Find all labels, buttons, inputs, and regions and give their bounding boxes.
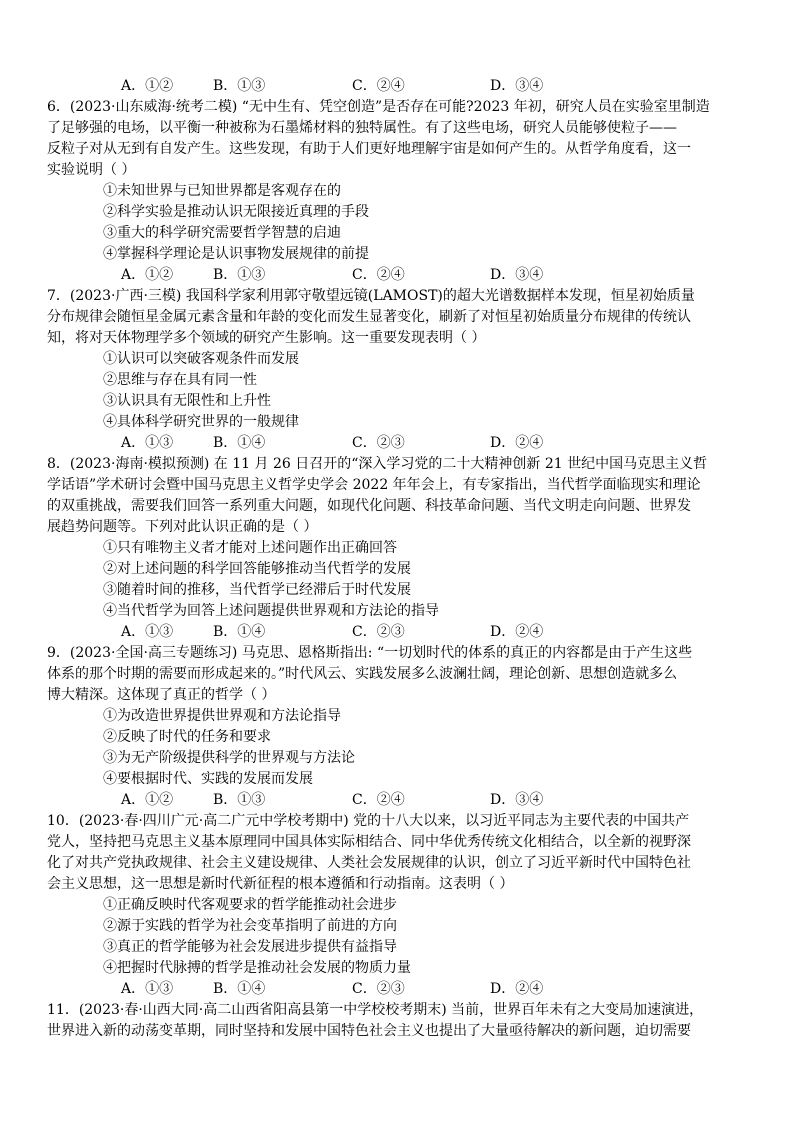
answer-options (0, 790, 794, 810)
option-c: C．②③ (352, 624, 405, 640)
question-stem-line: 知，将对天体物理学多个领域的研究产生影响。这一重要发现表明（ ） (47, 330, 486, 346)
statement-item: ①只有唯物主义者才能对上述问题作出正确回答 (103, 540, 397, 556)
statement-item: ③真正的哲学能够为社会发展进步提供有益指导 (103, 939, 397, 955)
question-stem-line: 会主义思想，这一思想是新时代新征程的根本遵循和行动指南。这表明（ ） (47, 876, 514, 892)
option-d: D．③④ (490, 792, 544, 808)
answer-options-q5 (0, 76, 794, 96)
statement-item: ②反映了时代的任务和要求 (103, 729, 271, 745)
option-b: B．①③ (213, 78, 266, 94)
statement-item: ②思维与存在具有同一性 (103, 372, 257, 388)
option-d: D．②④ (490, 981, 544, 997)
option-d: D．②④ (490, 435, 544, 451)
question-stem-line: 8．(2023·海南·模拟预测) 在 11 月 26 日召开的“深入学习党的二十大精神创新 21 世纪中国马克思主义哲 (47, 456, 708, 472)
question-stem-line: 反粒子对从无到有自发产生。这些发现，有助于人们更好地理解宇宙是如何产生的。从哲学角度看，这一 (47, 141, 691, 157)
statement-item: ③为无产阶级提供科学的世界观与方法论 (103, 750, 355, 766)
statement-item: ①为改造世界提供世界观和方法论指导 (103, 708, 341, 724)
statement-item: ④具体科学研究世界的一般规律 (103, 414, 299, 430)
option-b: B．①③ (213, 792, 266, 808)
answer-options (0, 979, 794, 999)
option-a: A．①③ (121, 624, 174, 640)
option-c: C．②④ (352, 792, 405, 808)
option-b: B．①④ (213, 435, 266, 451)
statement-item: ②对上述问题的科学回答能够推动当代哲学的发展 (103, 561, 411, 577)
question-stem-line: 6．(2023·山东威海·统考二模) “无中生有、凭空创造”是否存在可能?2023 年初，研究人员在实验室里制造 (47, 99, 710, 115)
option-a: A．①② (121, 792, 174, 808)
option-c: C．②③ (352, 435, 405, 451)
statement-item: ②科学实验是推动认识无限接近真理的手段 (103, 204, 369, 220)
question-stem-line: 体系的那个时期的需要而形成起来的。”时代风云、实践发展多么波澜壮阔，理论创新、思想创造就多么 (47, 666, 678, 682)
statement-item: ④要根据时代、实践的发展而发展 (103, 771, 313, 787)
option-d: D．③④ (490, 267, 544, 283)
statement-item: ②源于实践的哲学为社会变革指明了前进的方向 (103, 918, 397, 934)
question-stem-line: 7．(2023·广西·三模) 我国科学家利用郭守敬望远镜(LAMOST)的超大光谱数据样本发现，恒星初始质量 (47, 288, 695, 304)
question-stem-line: 了足够强的电场，以平衡一种被称为石墨烯材料的独特属性。有了这些电场，研究人员能够使粒子—— (47, 120, 677, 136)
answer-options (0, 265, 794, 285)
question-stem-line: 10．(2023·春·四川广元·高二广元中学校考期中) 党的十八大以来，以习近平同志为主要代表的中国共产 (47, 813, 690, 829)
statement-item: ④掌握科学理论是认识事物发展规律的前提 (103, 246, 369, 262)
option-a: A．①③ (121, 981, 174, 997)
statement-item: ③重大的科学研究需要哲学智慧的启迪 (103, 225, 341, 241)
option-c: C．②③ (352, 981, 405, 997)
option-b: B．①③ (213, 267, 266, 283)
option-c: C．②④ (352, 78, 405, 94)
statement-item: ③随着时间的推移，当代哲学已经滞后于时代发展 (103, 582, 411, 598)
statement-item: ①认识可以突破客观条件而发展 (103, 351, 299, 367)
question-stem-line: 世界进入新的动荡变革期，同时坚持和发展中国特色社会主义也提出了大量亟待解决的新问题，迫切需要 (47, 1023, 691, 1039)
statement-item: ④把握时代脉搏的哲学是推动社会发展的物质力量 (103, 960, 411, 976)
option-b: B．①④ (213, 624, 266, 640)
question-stem-line: 展趋势问题等。下列对此认识正确的是（ ） (47, 519, 318, 535)
statement-item: ①未知世界与已知世界都是客观存在的 (103, 183, 341, 199)
question-stem-line: 9．(2023·全国·高三专题练习) 马克思、恩格斯指出: “一切划时代的体系的真正的内容都是由于产生这些 (47, 645, 693, 661)
answer-options (0, 622, 794, 642)
option-d: D．②④ (490, 624, 544, 640)
option-d: D．③④ (490, 78, 544, 94)
question-stem-line: 党人，坚持把马克思主义基本原理同中国具体实际相结合、同中华优秀传统文化相结合，以全新的视野深 (47, 834, 691, 850)
option-c: C．②④ (352, 267, 405, 283)
question-stem-line: 11．(2023·春·山西大同·高二山西省阳高县第一中学校校考期末) 当前，世界百年未有之大变局加速演进， (47, 1002, 704, 1018)
question-stem-line: 实验说明（ ） (47, 162, 136, 178)
option-a: A．①② (121, 78, 174, 94)
question-stem-line: 分布规律会随恒星金属元素含量和年龄的变化而发生显著变化，刷新了对恒星初始质量分布规律的传统认 (47, 309, 691, 325)
option-a: A．①② (121, 267, 174, 283)
question-stem-line: 化了对共产党执政规律、社会主义建设规律、人类社会发展规律的认识，创立了习近平新时代中国特色社 (47, 855, 691, 871)
question-stem-line: 博大精深。这体现了真正的哲学（ ） (47, 687, 276, 703)
statement-item: ③认识具有无限性和上升性 (103, 393, 271, 409)
option-b: B．①④ (213, 981, 266, 997)
statement-item: ④当代哲学为回答上述问题提供世界观和方法论的指导 (103, 603, 439, 619)
question-stem-line: 的双重挑战，需要我们回答一系列重大问题，如现代化问题、科技革命问题、当代文明走向问题、世界发 (47, 498, 691, 514)
option-a: A．①③ (121, 435, 174, 451)
statement-item: ①正确反映时代客观要求的哲学能推动社会进步 (103, 897, 397, 913)
answer-options (0, 433, 794, 453)
question-stem-line: 学话语”学术研讨会暨中国马克思主义哲学史学会 2022 年年会上，有专家指出，当代哲学面临现实和理论 (47, 477, 701, 493)
